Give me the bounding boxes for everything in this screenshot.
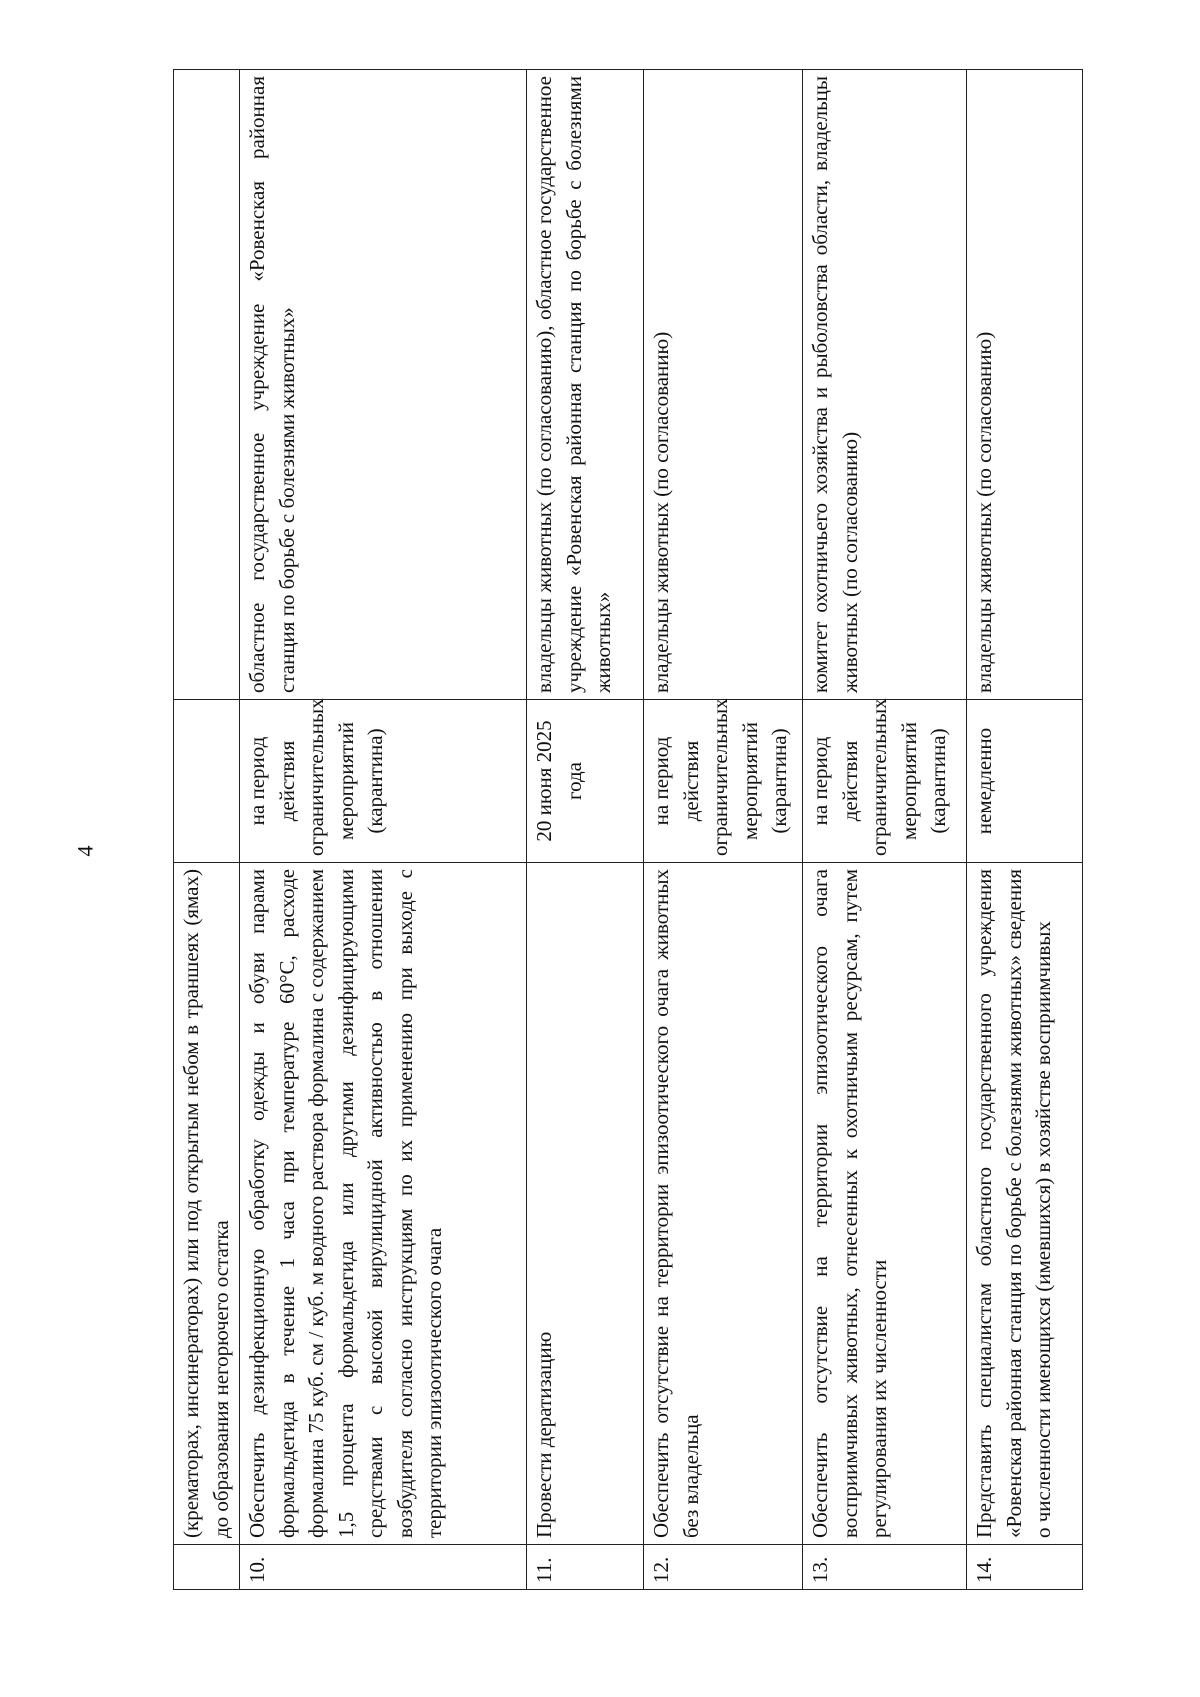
table-row (644, 70, 803, 1590)
deadline-cell: немедленно (967, 700, 1083, 863)
responsible-cell: владельцы животных (по согласованию), областное государственное учреждение «Ровенская районная станция по борьбе с болезнями животных» (527, 70, 644, 700)
table-row (240, 70, 527, 1590)
page-number: 4 (72, 845, 98, 857)
action-cell: Обеспечить дезинфекционную обработку одежды и обуви парами формальдегида в течение 1 часа при температуре 60°С, расходе формалина 75 куб. см / куб. м водного раствора формалина с содержанием 1,5 процента формальдегида или другими дезинфицирующими средствами с высокой вирулицидной активностью в отношении возбудителя согласно инструкциям по их применению при выходе с территории эпизоотического очага (240, 863, 527, 1545)
row-number (174, 1545, 240, 1590)
row-number: 14. (967, 1545, 1083, 1590)
row-number: 12. (644, 1545, 803, 1590)
measures-table-container (173, 70, 1073, 1590)
deadline-cell: на период действия ограничительных мероприятий (карантина) (644, 700, 803, 863)
deadline-cell: на период действия ограничительных мероприятий (карантина) (240, 700, 527, 863)
table-row (967, 70, 1083, 1590)
responsible-cell: владельцы животных (по согласованию) (967, 70, 1083, 700)
action-cell: Обеспечить отсутствие на территории эпизоотического очага животных без владельца (644, 863, 803, 1545)
row-number: 10. (240, 1545, 527, 1590)
responsible-cell: комитет охотничьего хозяйства и рыболовства области, владельцы животных (по согласованию) (803, 70, 967, 700)
table-row (174, 70, 240, 1590)
responsible-cell: владельцы животных (по согласованию) (644, 70, 803, 700)
deadline-cell: на период действия ограничительных мероприятий (карантина) (803, 700, 967, 863)
responsible-cell: областное государственное учреждение «Ровенская районная станция по борьбе с болезнями животных» (240, 70, 527, 700)
action-cell: Провести дератизацию (527, 863, 644, 1545)
row-number: 13. (803, 1545, 967, 1590)
deadline-cell: 20 июня 2025 года (527, 700, 644, 863)
deadline-cell (174, 700, 240, 863)
responsible-cell (174, 70, 240, 700)
measures-table (173, 69, 1083, 1590)
action-cell: (крематорах, инсинераторах) или под открытым небом в траншеях (ямах) до образования негорючего остатка (174, 863, 240, 1545)
action-cell: Обеспечить отсутствие на территории эпизоотического очага восприимчивых животных, отнесенных к охотничьим ресурсам, путем регулирования их численности (803, 863, 967, 1545)
action-cell: Представить специалистам областного государственного учреждения «Ровенская районная станция по борьбе с болезнями животных» сведения о численности имеющихся (имевшихся) в хозяйстве восприимчивых (967, 863, 1083, 1545)
row-number: 11. (527, 1545, 644, 1590)
table-row (527, 70, 644, 1590)
table-row (803, 70, 967, 1590)
